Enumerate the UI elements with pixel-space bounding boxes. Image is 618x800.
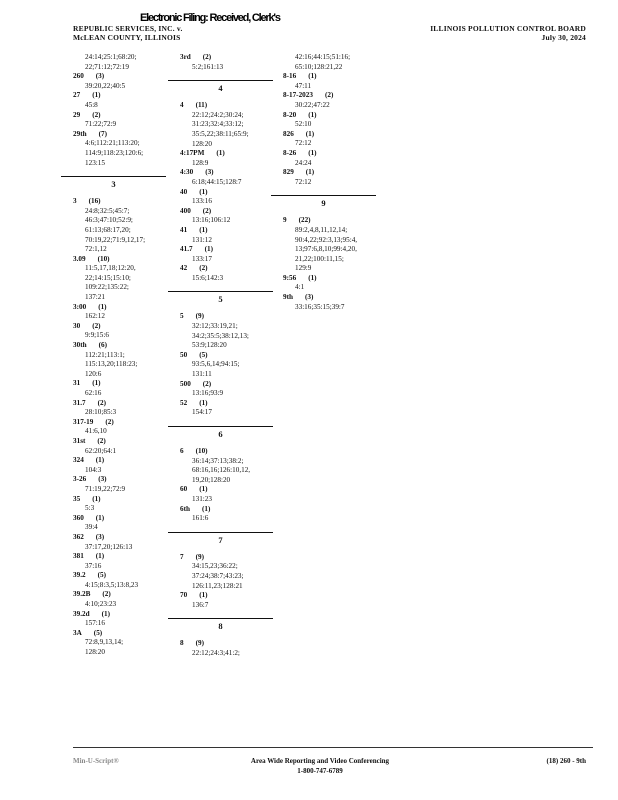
index-entry	[180, 168, 288, 187]
page-line-refs: 6:18;44:15;128:7	[192, 177, 242, 186]
index-word: 8-26	[283, 148, 297, 157]
page-line-refs: 28:10;85:3	[85, 408, 117, 417]
page-line-refs: 128:20	[192, 139, 212, 148]
page-line-refs: 72:8,9,13,14;	[85, 638, 124, 647]
index-entry	[180, 447, 288, 485]
index-entry	[180, 149, 288, 168]
page-line-refs: 68:16,16;126:10,12,	[192, 466, 251, 475]
page-line-refs: 112:21;113:1;	[85, 350, 125, 359]
page-line-refs: 4:15;8:3,5;13:8,23	[85, 580, 139, 589]
page-line-refs: 34:15,23;36:22;	[192, 562, 238, 571]
index-entry	[180, 639, 288, 658]
occurrence-count: (3)	[95, 72, 105, 81]
index-word: 3	[73, 197, 77, 206]
index-entry	[283, 149, 391, 168]
occurrence-count: (1)	[305, 129, 315, 138]
occurrence-count: (1)	[199, 225, 208, 234]
page-line-refs: 71:22;72:9	[85, 120, 117, 129]
page-line-refs: 46:3;47:10;52:9;	[85, 216, 133, 225]
index-word: 30th	[73, 341, 87, 350]
occurrence-count: (2)	[97, 436, 106, 445]
occurrence-count: (3)	[98, 475, 107, 484]
occurrence-count: (1)	[308, 110, 317, 119]
page-line-refs: 37:24;38:7;43:23;	[192, 571, 244, 580]
index-word: 52	[180, 398, 188, 407]
index-entry	[180, 380, 288, 399]
occurrence-count: (16)	[88, 197, 101, 206]
index-entry	[180, 101, 288, 149]
index-entry	[283, 91, 391, 110]
index-word: 8-20	[283, 110, 297, 119]
index-word: 50	[180, 350, 188, 359]
index-word: 8	[180, 639, 184, 648]
page-line-refs: 131:11	[192, 370, 212, 379]
index-word: 6th	[180, 504, 190, 513]
occurrence-count: (1)	[92, 91, 101, 100]
filing-stamp: Electronic Filing: Received, Clerk's	[140, 12, 280, 24]
occurrence-count: (1)	[199, 591, 208, 600]
page-line-refs: 13:16;93:9	[192, 389, 224, 398]
hearing-date: July 30, 2024	[541, 33, 586, 42]
page-line-refs: 47:11	[295, 81, 312, 90]
index-word: 3:00	[73, 302, 87, 311]
occurrence-count: (1)	[199, 485, 208, 494]
index-word: 826	[283, 129, 294, 138]
index-word: 9th	[283, 293, 293, 302]
page-line-refs: 154:17	[192, 408, 212, 417]
page-line-refs: 45:8	[85, 100, 98, 109]
occurrence-count: (1)	[308, 148, 317, 157]
occurrence-count: (2)	[199, 264, 208, 273]
section-heading: 7	[168, 532, 273, 547]
page-line-refs: 62:20;64:1	[85, 446, 117, 455]
page-line-refs: 5:3	[85, 504, 95, 513]
index-word: 60	[180, 485, 188, 494]
occurrence-count: (2)	[202, 53, 212, 61]
index-word: 3.09	[73, 254, 86, 263]
index-word: 39.2	[73, 571, 86, 580]
page-line-refs: 42:16;44:15;51:16;	[295, 53, 351, 61]
index-entry	[73, 456, 181, 475]
page-line-refs: 129:9	[295, 264, 312, 273]
page-line-refs: 34:2;35:5;38:12,13;	[192, 331, 249, 340]
page-line-refs: 21,22;100:11,15;	[295, 254, 344, 263]
index-entry	[73, 571, 181, 590]
page-line-refs: 4:6;112:21;113:20;	[85, 139, 140, 148]
occurrence-count: (2)	[97, 398, 106, 407]
index-entry	[73, 610, 181, 629]
page-line-refs: 5:2;161:13	[192, 62, 224, 71]
occurrence-count: (1)	[101, 609, 110, 618]
occurrence-count: (5)	[93, 628, 103, 637]
occurrence-count: (5)	[199, 350, 208, 359]
index-entry	[73, 111, 181, 130]
index-column-1	[73, 53, 181, 658]
page-line-refs: 36:14;37:13;38:2;	[192, 456, 244, 465]
occurrence-count: (1)	[204, 245, 213, 254]
occurrence-count: (5)	[97, 571, 106, 580]
occurrence-count: (1)	[305, 168, 315, 177]
page-line-refs: 89:2,4,8,11,12,14;	[295, 225, 348, 234]
page-line-refs: 53:9;128:20	[192, 341, 227, 350]
index-word: 41	[180, 225, 188, 234]
page-line-refs: 120:6	[85, 369, 102, 378]
page-line-refs: 128:20	[85, 648, 105, 657]
footer-page-range: (18) 260 - 9th	[546, 757, 586, 765]
page-line-refs: 72:1,12	[85, 245, 107, 254]
index-word: 70	[180, 591, 188, 600]
occurrence-count: (9)	[195, 312, 204, 321]
index-entry	[73, 590, 181, 609]
page-line-refs: 19,20;128:20	[192, 475, 231, 484]
occurrence-count: (1)	[92, 494, 101, 503]
occurrence-count: (3)	[95, 532, 105, 541]
occurrence-count: (1)	[308, 72, 317, 81]
index-column-2	[180, 53, 288, 659]
index-entry	[73, 255, 181, 303]
occurrence-count: (10)	[195, 447, 208, 455]
page-line-refs: 161:6	[192, 514, 209, 523]
page-line-refs: 11:5,17,18;12:20,	[85, 264, 136, 273]
index-entry	[73, 399, 181, 418]
index-word: 3-26	[73, 475, 87, 484]
page-line-refs: 62:16	[85, 389, 102, 397]
occurrence-count: (2)	[202, 206, 212, 215]
index-word: 4:17PM	[180, 149, 205, 158]
index-continuation	[283, 53, 391, 72]
case-caption-line2: McLEAN COUNTY, ILLINOIS	[73, 33, 181, 42]
footer-divider	[73, 747, 593, 748]
page-line-refs: 4:1	[295, 283, 305, 292]
index-entry	[73, 91, 181, 110]
page-line-refs: 31:23;32:4;33:12;	[192, 120, 244, 129]
index-word: 29	[73, 110, 81, 119]
index-entry	[73, 552, 181, 571]
index-entry	[73, 303, 181, 322]
page-line-refs: 24:24	[295, 158, 312, 167]
page-line-refs: 71:19,22;72:9	[85, 484, 126, 493]
page-line-refs: 13:16;106:12	[192, 216, 231, 225]
index-word: 40	[180, 187, 188, 196]
index-word: 8-17-2023	[283, 91, 313, 100]
page-line-refs: 30:22;47:22	[295, 100, 330, 109]
index-entry	[73, 475, 181, 494]
page-line-refs: 115:13,20;118:23;	[85, 360, 138, 369]
index-word: 29th	[73, 129, 87, 138]
occurrence-count: (1)	[199, 187, 208, 196]
occurrence-count: (3)	[205, 168, 214, 177]
occurrence-count: (2)	[105, 417, 114, 426]
occurrence-count: (1)	[216, 149, 225, 158]
occurrence-count: (1)	[92, 379, 101, 388]
section-heading: 9	[271, 195, 376, 210]
index-entry	[180, 505, 288, 524]
index-entry	[73, 130, 181, 168]
page-line-refs: 104:3	[85, 465, 102, 474]
index-entry	[73, 379, 181, 398]
footer-phone: 1-800-747-6789	[297, 767, 343, 775]
index-entry	[73, 197, 181, 255]
page-line-refs: 137:21	[85, 293, 105, 302]
index-entry	[180, 312, 288, 350]
page-line-refs: 4:10;23:23	[85, 600, 117, 609]
occurrence-count: (1)	[308, 273, 317, 282]
index-entry	[73, 437, 181, 456]
page-line-refs: 131:12	[192, 235, 212, 244]
index-entry	[180, 591, 288, 610]
index-word: 8-16	[283, 72, 297, 81]
index-word: 42	[180, 264, 188, 273]
page-line-refs: 133:17	[192, 254, 212, 263]
index-entry	[73, 629, 181, 658]
page-line-refs: 136:7	[192, 600, 209, 609]
occurrence-count: (2)	[324, 91, 334, 100]
section-heading: 8	[168, 618, 273, 633]
page-line-refs: 70:19,22;71:9,12,17;	[85, 235, 146, 244]
page-line-refs: 93:5,6,14;94:15;	[192, 360, 240, 369]
index-word: 360	[73, 513, 84, 522]
occurrence-count: (9)	[195, 639, 204, 648]
index-entry	[73, 533, 181, 552]
occurrence-count: (9)	[195, 552, 204, 561]
section-heading: 3	[61, 176, 166, 191]
occurrence-count: (10)	[97, 254, 110, 263]
index-word: 829	[283, 168, 294, 177]
index-word: 3A	[73, 628, 82, 637]
occurrence-count: (7)	[98, 129, 107, 138]
index-word: 362	[73, 532, 84, 541]
section-heading: 4	[168, 80, 273, 95]
footer-reporter: Area Wide Reporting and Video Conferencing	[250, 757, 390, 765]
page-line-refs: 157:16	[85, 619, 105, 628]
page-line-refs: 37:17,20;126:13	[85, 542, 133, 551]
index-entry	[73, 495, 181, 514]
page-line-refs: 126:11,23;128:21	[192, 581, 243, 590]
index-word: 9:56	[283, 273, 297, 282]
occurrence-count: (1)	[202, 504, 211, 513]
occurrence-count: (1)	[95, 552, 105, 561]
footer-brand: Min-U-Script®	[73, 757, 119, 765]
occurrence-count: (1)	[95, 513, 105, 522]
index-entry	[73, 72, 181, 91]
index-entry	[180, 245, 288, 264]
page-line-refs: 128:9	[192, 158, 209, 167]
page-line-refs: 33:16;35:15;39:7	[295, 302, 345, 311]
page-line-refs: 90:4,22;92:3,13;95:4,	[295, 235, 358, 244]
page-line-refs: 15:6;142:3	[192, 273, 224, 282]
index-word: 324	[73, 456, 84, 465]
page-line-refs: 39:20,22;40:5	[85, 81, 126, 90]
index-word: 39.2B	[73, 590, 91, 599]
page-line-refs: 52:10	[295, 120, 312, 129]
page-line-refs: 9:9;15:6	[85, 331, 109, 340]
index-entry	[283, 168, 391, 187]
index-entry	[73, 322, 181, 341]
page-line-refs: 61:13;68:17,20;	[85, 225, 131, 234]
index-entry	[180, 351, 288, 380]
section-heading: 6	[168, 426, 273, 441]
index-column-3	[283, 53, 391, 312]
page-line-refs: 131:23	[192, 494, 212, 503]
occurrence-count: (2)	[202, 379, 212, 388]
occurrence-count: (2)	[92, 110, 101, 119]
index-word: 500	[180, 379, 191, 388]
index-word: 30	[73, 321, 81, 330]
index-word: 7	[180, 552, 184, 561]
index-word: 381	[73, 552, 84, 561]
page-line-refs: 41:6,10	[85, 427, 107, 436]
index-word: 400	[180, 206, 191, 215]
index-entry	[73, 341, 181, 379]
page-line-refs: 32:12;33:19,21;	[192, 322, 238, 331]
index-entry	[283, 216, 391, 274]
index-word: 41.7	[180, 245, 193, 254]
index-word: 5	[180, 312, 184, 321]
page-line-refs: 109:22;135:22;	[85, 283, 129, 292]
index-word: 31.7	[73, 398, 86, 407]
page-line-refs: 22:12;24:2;30:24;	[192, 110, 244, 119]
section-heading: 5	[168, 291, 273, 306]
index-entry	[283, 293, 391, 312]
index-word: 4	[180, 101, 184, 110]
index-word: 6	[180, 447, 184, 455]
page-line-refs: 22:12;24:3;41:2;	[192, 648, 240, 657]
index-word: 31	[73, 379, 81, 388]
page-line-refs: 13;97:6,8,10;99:4,20,	[295, 245, 357, 254]
page-line-refs: 35:5,22;38:11;65:9;	[192, 129, 249, 138]
occurrence-count: (22)	[298, 216, 311, 225]
index-continuation	[73, 53, 181, 72]
occurrence-count: (1)	[199, 398, 208, 407]
index-entry	[283, 72, 391, 91]
page-line-refs: 22;71:12;72:19	[85, 62, 129, 71]
index-entry	[180, 53, 288, 72]
index-word: 4:30	[180, 168, 194, 177]
index-word: 317-19	[73, 417, 94, 426]
index-entry	[283, 130, 391, 149]
index-entry	[180, 226, 288, 245]
index-entry	[73, 514, 181, 533]
index-entry	[180, 553, 288, 591]
page-line-refs: 72:12	[295, 177, 312, 186]
occurrence-count: (2)	[92, 321, 101, 330]
index-entry	[73, 418, 181, 437]
occurrence-count: (11)	[195, 101, 208, 110]
index-entry	[283, 274, 391, 293]
board-name: ILLINOIS POLLUTION CONTROL BOARD	[430, 24, 586, 33]
page-line-refs: 123:15	[85, 158, 105, 167]
occurrence-count: (6)	[98, 341, 107, 350]
index-entry	[283, 111, 391, 130]
occurrence-count: (1)	[95, 456, 105, 465]
index-entry	[180, 485, 288, 504]
page-line-refs: 133:16	[192, 197, 212, 206]
index-word: 31st	[73, 436, 86, 445]
index-word: 39.2d	[73, 609, 90, 618]
occurrence-count: (1)	[98, 302, 107, 311]
index-word: 27	[73, 91, 81, 100]
page-line-refs: 39:4	[85, 523, 98, 532]
page-line-refs: 22;14:15;15:10;	[85, 273, 131, 282]
page-line-refs: 37:16	[85, 561, 102, 570]
page-line-refs: 24:14;25:1;68:20;	[85, 53, 137, 61]
occurrence-count: (2)	[102, 590, 111, 599]
index-entry	[180, 399, 288, 418]
index-word: 9	[283, 216, 287, 225]
page-line-refs: 72:12	[295, 139, 312, 148]
page-line-refs: 114:9;118:23;120:6;	[85, 148, 144, 157]
page-line-refs: 65:10;128:21,22	[295, 62, 343, 71]
page-line-refs: 162:12	[85, 312, 105, 321]
occurrence-count: (3)	[305, 293, 314, 302]
index-word: 3rd	[180, 53, 191, 61]
index-word: 35	[73, 494, 81, 503]
index-entry	[180, 264, 288, 283]
page-line-refs: 24:8;32:5;45:7;	[85, 206, 130, 215]
index-word: 260	[73, 72, 84, 81]
case-caption-line1: REPUBLIC SERVICES, INC. v.	[73, 24, 183, 33]
